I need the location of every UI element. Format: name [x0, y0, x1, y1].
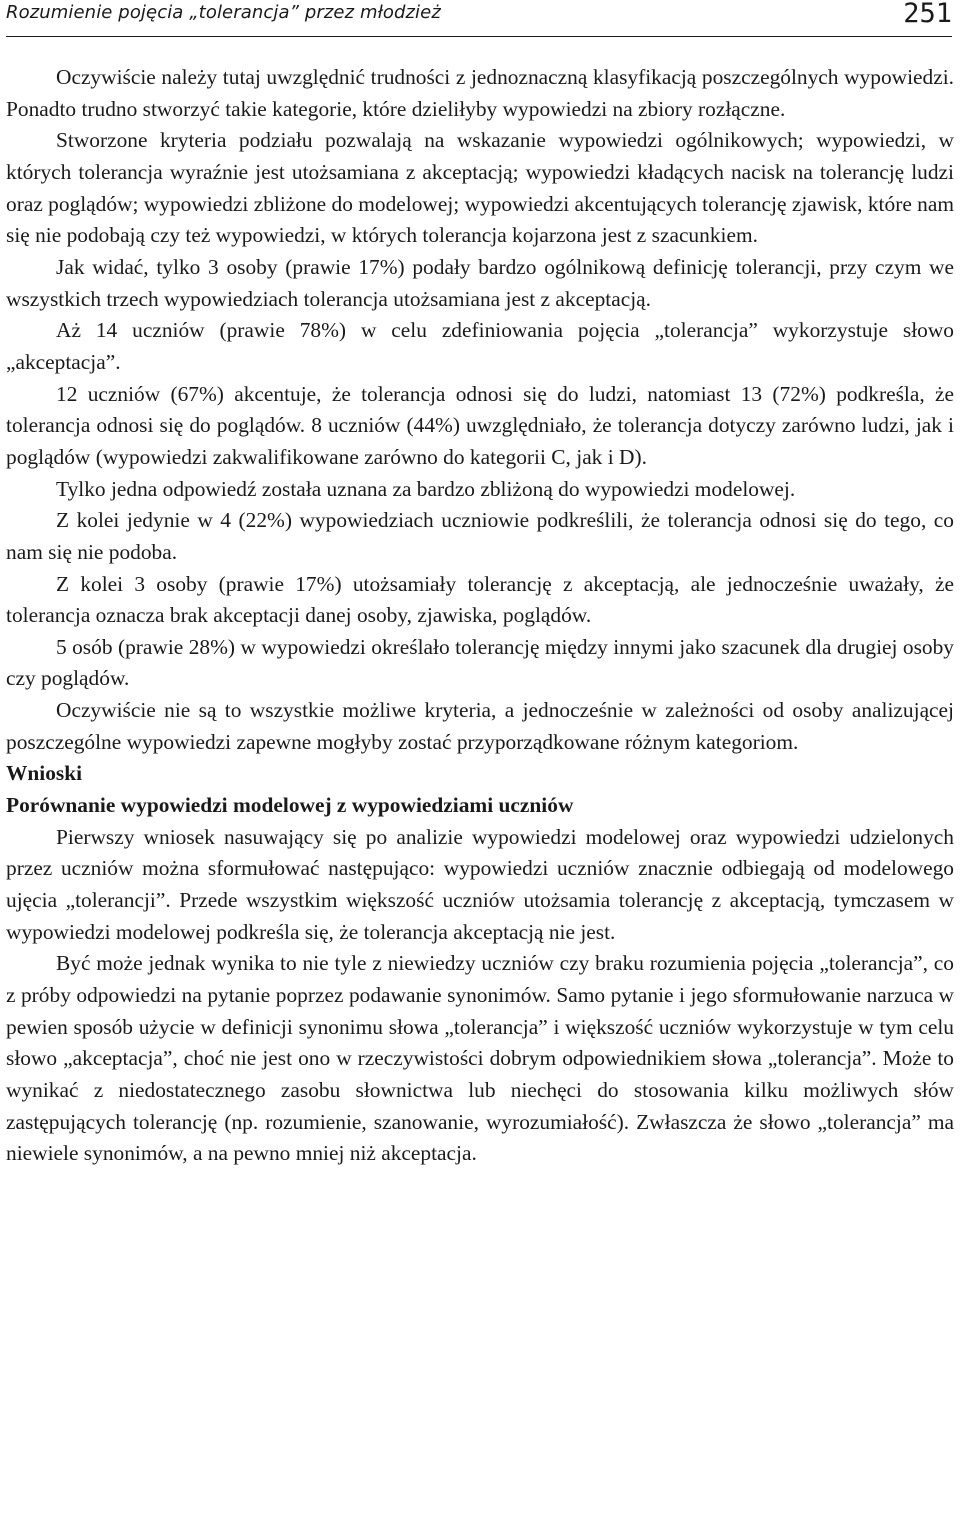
paragraph: Pierwszy wniosek nasuwający się po analizie wypowiedzi modelowej oraz wypowiedzi udzielonych przez uczniów można sformułować następująco: wypowiedzi uczniów znacznie odbiegają od modelowego ujęcia „tolerancji”. Przede wszystkim większość uczniów utożsamia tolerancję z akceptacją, tymczasem w wypowiedzi modelowej podkreśla się, że tolerancja akceptacją nie jest. — [6, 824, 954, 944]
paragraph: Z kolei jedynie w 4 (22%) wypowiedziach uczniowie podkreślili, że tolerancja odnosi się do tego, co nam się nie podoba. — [6, 508, 954, 564]
paragraph: Aż 14 uczniów (prawie 78%) w celu zdefiniowania pojęcia „tolerancja” wykorzystuje słowo „akceptacja”. — [6, 318, 954, 374]
paragraph: Być może jednak wynika to nie tyle z niewiedzy uczniów czy braku rozumienia pojęcia „tolerancja”, co z próby odpowiedzi na pytanie poprzez podawanie synonimów. Samo pytanie i jego sformułowanie narzuca w pewien sposób użycie w definicji synonimu słowa „tolerancja” i większość uczniów wykorzystuje w tym celu słowo „akceptacja”, choć nie jest ono w rzeczywistości dobrym odpowiednikiem słowa „tolerancja”. Może to wynikać z niedostatecznego zasobu słownictwa lub niechęci do stosowania kilku możliwych słów zastępujących tolerancję (np. rozumienie, szanowanie, wyrozumiałość). Zwłaszcza że słowo „tolerancja” ma niewiele synonimów, a na pewno mniej niż akceptacja. — [6, 951, 954, 1166]
running-title: Rozumienie pojęcia „tolerancja” przez młodzież — [6, 2, 441, 23]
page-number: 251 — [903, 0, 952, 29]
paragraph: Z kolei 3 osoby (prawie 17%) utożsamiały tolerancję z akceptacją, ale jednocześnie uważały, że tolerancja oznacza brak akceptacji danej osoby, zjawiska, poglądów. — [6, 571, 954, 628]
paragraph: Jak widać, tylko 3 osoby (prawie 17%) podały bardzo ogólnikową definicję tolerancji, przy czym we wszystkich trzech wypowiedziach tolerancja utożsamiana jest z akceptacją. — [6, 254, 954, 311]
body-text — [6, 62, 954, 1170]
running-header — [6, 0, 952, 34]
paragraph: Stworzone kryteria podziału pozwalają na wskazanie wypowiedzi ogólnikowych; wypowiedzi, w których tolerancja wyraźnie jest utożsamiana z akceptacją; wypowiedzi kładących nacisk na tolerancję ludzi oraz poglądów; wypowiedzi zbliżone do modelowej; wypowiedzi akcentujących tolerancję zjawisk, które nam się nie podobają czy też wypowiedzi, w których tolerancja kojarzona jest z szacunkiem. — [6, 128, 954, 248]
paragraph: Oczywiście nie są to wszystkie możliwe kryteria, a jednocześnie w zależności od osoby analizującej poszczególne wypowiedzi zapewne mogłyby zostać przyporządkowane różnym kategoriom. — [6, 698, 954, 754]
paragraph: Oczywiście należy tutaj uwzględnić trudności z jednoznaczną klasyfikacją poszczególnych wypowiedzi. Ponadto trudno stworzyć takie kategorie, które dzieliłyby wypowiedzi na zbiory rozłączne. — [6, 65, 954, 121]
paragraph: Tylko jedna odpowiedź została uznana za bardzo zbliżoną do wypowiedzi modelowej. — [56, 476, 796, 501]
subsection-heading: Porównanie wypowiedzi modelowej z wypowiedziami uczniów — [6, 793, 574, 818]
header-rule — [6, 36, 952, 37]
paragraph: 12 uczniów (67%) akcentuje, że tolerancja odnosi się do ludzi, natomiast 13 (72%) podkreśla, że tolerancja odnosi się do poglądów. 8 uczniów (44%) uwzględniało, że tolerancja dotyczy zarówno ludzi, jak i poglądów (wypowiedzi zakwalifikowane zarówno do kategorii C, jak i D). — [6, 381, 954, 469]
paragraph: 5 osób (prawie 28%) w wypowiedzi określało tolerancję między innymi jako szacunek dla drugiej osoby czy poglądów. — [6, 634, 954, 691]
section-heading: Wnioski — [6, 761, 83, 786]
